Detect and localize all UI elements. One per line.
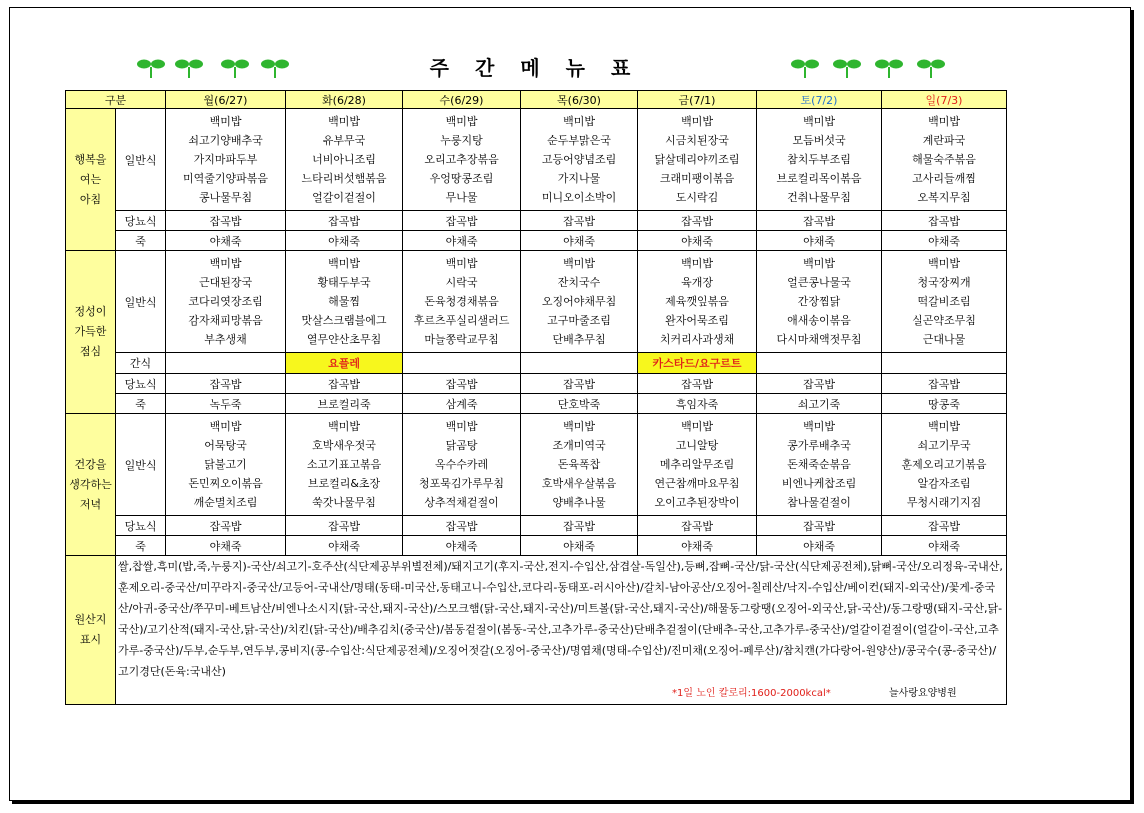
menu-item: 제육깻잎볶음 bbox=[665, 295, 729, 308]
menu-item: 백미밥 bbox=[803, 420, 835, 433]
menu-item: 메추리알무조림 bbox=[659, 458, 735, 471]
diabetic-cell: 잡곡밥 bbox=[757, 374, 882, 394]
menu-item: 백미밥 bbox=[209, 115, 242, 128]
sprout-icon bbox=[136, 56, 166, 78]
diabetic-cell: 잡곡밥 bbox=[166, 374, 286, 394]
menu-item: 애새송이볶음 bbox=[787, 314, 851, 327]
porridge-label: 죽 bbox=[116, 231, 166, 251]
general-diet-label: 일반식 bbox=[116, 414, 166, 516]
menu-item: 오징어야채무침 bbox=[541, 295, 617, 308]
lunch-diabetic-row bbox=[66, 374, 1007, 394]
dinner-general-row bbox=[66, 414, 1007, 516]
day-header: 월(6/27) bbox=[166, 91, 286, 109]
weekly-menu-table bbox=[65, 90, 1007, 705]
menu-item: 우엉땅콩조림 bbox=[429, 172, 494, 185]
sprout-icon bbox=[832, 56, 862, 78]
porridge-cell: 야채죽 bbox=[882, 536, 1007, 556]
menu-item: 맛살스크램블에그 bbox=[301, 314, 387, 327]
porridge-cell: 땅콩죽 bbox=[882, 394, 1007, 414]
menu-cell bbox=[882, 414, 1007, 516]
lunch-porridge-row bbox=[66, 394, 1007, 414]
menu-item: 백미밥 bbox=[928, 420, 960, 433]
porridge-cell: 야채죽 bbox=[757, 231, 882, 251]
menu-cell bbox=[638, 251, 757, 353]
menu-item: 순두부맑은국 bbox=[547, 134, 611, 147]
menu-item: 쇠고기무국 bbox=[917, 439, 971, 452]
diabetic-cell: 잡곡밥 bbox=[286, 211, 403, 231]
menu-item: 시락국 bbox=[445, 276, 478, 289]
menu-item: 간장찜닭 bbox=[797, 295, 841, 308]
menu-item: 브로컬리&초장 bbox=[307, 477, 381, 490]
porridge-cell: 야채죽 bbox=[403, 231, 521, 251]
title-char: 표 bbox=[610, 56, 631, 80]
menu-cell bbox=[286, 109, 403, 211]
menu-item: 잔치국수 bbox=[557, 276, 601, 289]
porridge-cell: 쇠고기죽 bbox=[757, 394, 882, 414]
menu-item: 돈민찌오이볶음 bbox=[188, 477, 263, 490]
diabetic-cell: 잡곡밥 bbox=[403, 374, 521, 394]
menu-item: 육개장 bbox=[681, 276, 713, 289]
menu-item: 열무얀산초무침 bbox=[306, 333, 382, 346]
porridge-cell: 삼계죽 bbox=[403, 394, 521, 414]
menu-item: 콩나물무침 bbox=[198, 191, 253, 204]
menu-item: 백미밥 bbox=[681, 257, 713, 270]
snack-cell bbox=[403, 353, 521, 374]
menu-item: 훈제오리고기볶음 bbox=[901, 458, 987, 471]
menu-item: 무나물 bbox=[445, 191, 478, 204]
menu-item: 백미밥 bbox=[328, 115, 360, 128]
menu-cell bbox=[403, 109, 521, 211]
menu-item: 돈육청경채볶음 bbox=[424, 295, 499, 308]
breakfast-general-row bbox=[66, 109, 1007, 211]
snack-cell bbox=[882, 353, 1007, 374]
porridge-cell: 야채죽 bbox=[882, 231, 1007, 251]
sprout-icon bbox=[260, 56, 290, 78]
menu-cell bbox=[286, 414, 403, 516]
menu-item: 깨순멸치조림 bbox=[193, 496, 258, 509]
menu-item: 유부무국 bbox=[322, 134, 366, 147]
menu-item: 청국장찌개 bbox=[917, 276, 971, 289]
header-row bbox=[66, 91, 1007, 109]
diabetic-cell: 잡곡밥 bbox=[882, 516, 1007, 536]
menu-item: 백미밥 bbox=[563, 420, 595, 433]
menu-item: 다시마채액젓무침 bbox=[776, 333, 862, 346]
snack-cell bbox=[166, 353, 286, 374]
menu-item: 느타리버섯햄볶음 bbox=[301, 172, 387, 185]
diabetic-label: 당뇨식 bbox=[116, 516, 166, 536]
general-diet-label: 일반식 bbox=[116, 251, 166, 353]
menu-item: 닭곰탕 bbox=[445, 439, 478, 452]
day-header: 토(7/2) bbox=[757, 91, 882, 109]
porridge-cell: 단호박죽 bbox=[521, 394, 638, 414]
menu-cell bbox=[757, 414, 882, 516]
menu-item: 치커리사과생채 bbox=[659, 333, 735, 346]
breakfast-label: 행복을 여는 아침 bbox=[66, 109, 116, 251]
menu-item: 호박새우살볶음 bbox=[541, 477, 617, 490]
day-header: 화(6/28) bbox=[286, 91, 403, 109]
menu-item: 백미밥 bbox=[445, 257, 478, 270]
diabetic-cell: 잡곡밥 bbox=[882, 211, 1007, 231]
snack-label: 간식 bbox=[116, 353, 166, 374]
menu-item: 백미밥 bbox=[445, 115, 478, 128]
menu-item: 백미밥 bbox=[803, 115, 835, 128]
menu-cell bbox=[166, 251, 286, 353]
menu-item: 도시락김 bbox=[675, 191, 719, 204]
menu-item: 닭살데리야끼조림 bbox=[654, 153, 740, 166]
sprout-icon bbox=[874, 56, 904, 78]
menu-item: 실곤약조무침 bbox=[912, 314, 976, 327]
title-char: 간 bbox=[475, 56, 495, 80]
title-char: 뉴 bbox=[565, 56, 585, 80]
sprout-icon bbox=[220, 56, 250, 78]
porridge-cell: 야채죽 bbox=[638, 536, 757, 556]
menu-item: 백미밥 bbox=[563, 115, 595, 128]
menu-item: 감자채피망볶음 bbox=[188, 314, 263, 327]
menu-item: 돈육폭찹 bbox=[557, 458, 601, 471]
menu-item: 코다리엿장조림 bbox=[188, 295, 263, 308]
menu-cell bbox=[286, 251, 403, 353]
menu-cell bbox=[521, 251, 638, 353]
menu-item: 백미밥 bbox=[328, 257, 360, 270]
origin-row bbox=[66, 556, 1007, 705]
menu-cell bbox=[403, 414, 521, 516]
menu-item: 해물찜 bbox=[328, 295, 360, 308]
snack-cell bbox=[757, 353, 882, 374]
snack-cell: 카스타드/요구르트 bbox=[638, 353, 757, 374]
porridge-cell: 야채죽 bbox=[286, 231, 403, 251]
menu-item: 고니알탕 bbox=[675, 439, 719, 452]
origin-footer bbox=[116, 682, 1006, 704]
menu-cell bbox=[521, 414, 638, 516]
menu-item: 근대나물 bbox=[922, 333, 966, 346]
diabetic-label: 당뇨식 bbox=[116, 374, 166, 394]
menu-item: 시금치된장국 bbox=[665, 134, 729, 147]
menu-item: 호박새우젓국 bbox=[312, 439, 376, 452]
diabetic-cell: 잡곡밥 bbox=[403, 211, 521, 231]
day-header: 일(7/3) bbox=[882, 91, 1007, 109]
menu-cell bbox=[638, 109, 757, 211]
menu-item: 콩가루배추국 bbox=[787, 439, 851, 452]
category-header: 구분 bbox=[66, 91, 166, 109]
diabetic-cell: 잡곡밥 bbox=[166, 211, 286, 231]
menu-item: 백미밥 bbox=[803, 257, 835, 270]
menu-item: 단배추무침 bbox=[552, 333, 606, 346]
menu-cell bbox=[403, 251, 521, 353]
menu-item: 백미밥 bbox=[681, 420, 713, 433]
menu-item: 비엔나케찹조림 bbox=[781, 477, 857, 490]
dinner-label: 건강을 생각하는 저녁 bbox=[66, 414, 116, 556]
menu-cell bbox=[166, 414, 286, 516]
menu-item: 고구마줄조림 bbox=[547, 314, 611, 327]
menu-cell bbox=[757, 109, 882, 211]
menu-item: 미니오이소박이 bbox=[541, 191, 617, 204]
sprout-icon bbox=[790, 56, 820, 78]
diabetic-cell: 잡곡밥 bbox=[521, 516, 638, 536]
menu-item: 얼갈이겉절이 bbox=[312, 191, 376, 204]
diabetic-cell: 잡곡밥 bbox=[166, 516, 286, 536]
lunch-snack-row bbox=[66, 353, 1007, 374]
menu-item: 쇠고기양배추국 bbox=[188, 134, 263, 147]
origin-cell bbox=[116, 556, 1007, 705]
menu-cell bbox=[638, 414, 757, 516]
menu-cell bbox=[757, 251, 882, 353]
menu-item: 부추생채 bbox=[204, 333, 247, 346]
menu-item: 고등어양념조림 bbox=[541, 153, 617, 166]
breakfast-diabetic-row bbox=[66, 211, 1007, 231]
menu-item: 백미밥 bbox=[445, 420, 478, 433]
porridge-cell: 야채죽 bbox=[757, 536, 882, 556]
menu-item: 참치두부조림 bbox=[787, 153, 851, 166]
title-char: 주 bbox=[429, 56, 449, 80]
menu-item: 백미밥 bbox=[928, 257, 960, 270]
menu-item: 해물숙주볶음 bbox=[912, 153, 976, 166]
menu-item: 어묵탕국 bbox=[204, 439, 247, 452]
porridge-cell: 브로컬리죽 bbox=[286, 394, 403, 414]
diabetic-cell: 잡곡밥 bbox=[521, 374, 638, 394]
hospital-name: 늘사랑요양병원 bbox=[889, 688, 957, 699]
menu-cell bbox=[166, 109, 286, 211]
menu-item: 완자어묵조림 bbox=[665, 314, 729, 327]
general-diet-label: 일반식 bbox=[116, 109, 166, 211]
menu-item: 참나물겉절이 bbox=[787, 496, 851, 509]
menu-item: 황태두부국 bbox=[317, 276, 371, 289]
menu-item: 백미밥 bbox=[328, 420, 360, 433]
porridge-cell: 야채죽 bbox=[521, 231, 638, 251]
menu-item: 돈채죽순볶음 bbox=[787, 458, 851, 471]
dinner-diabetic-row bbox=[66, 516, 1007, 536]
snack-cell bbox=[521, 353, 638, 374]
porridge-cell: 야채죽 bbox=[286, 536, 403, 556]
menu-cell bbox=[882, 109, 1007, 211]
menu-item: 쑥갓나물무침 bbox=[312, 496, 376, 509]
menu-item: 얼큰콩나물국 bbox=[787, 276, 851, 289]
diabetic-cell: 잡곡밥 bbox=[638, 516, 757, 536]
diabetic-cell: 잡곡밥 bbox=[757, 516, 882, 536]
sprout-icon bbox=[174, 56, 204, 78]
day-header: 금(7/1) bbox=[638, 91, 757, 109]
menu-item: 누룽지탕 bbox=[440, 134, 483, 147]
menu-item: 소고기표고볶음 bbox=[306, 458, 382, 471]
porridge-cell: 야채죽 bbox=[521, 536, 638, 556]
menu-item: 계란파국 bbox=[922, 134, 966, 147]
breakfast-porridge-row bbox=[66, 231, 1007, 251]
day-header: 수(6/29) bbox=[403, 91, 521, 109]
menu-item: 옥수수카레 bbox=[434, 458, 489, 471]
diabetic-cell: 잡곡밥 bbox=[638, 374, 757, 394]
menu-item: 마늘쫑락교무침 bbox=[424, 333, 499, 346]
diabetic-cell: 잡곡밥 bbox=[638, 211, 757, 231]
menu-item: 오복지무침 bbox=[917, 191, 971, 204]
menu-item: 크래미팽이볶음 bbox=[659, 172, 735, 185]
origin-label: 원산지 표시 bbox=[66, 556, 116, 705]
title-char: 메 bbox=[520, 56, 540, 80]
menu-item: 상추적채겉절이 bbox=[424, 496, 499, 509]
menu-item: 청포묵김가루무침 bbox=[419, 477, 505, 490]
menu-item: 연근참깨마요무침 bbox=[654, 477, 740, 490]
diabetic-cell: 잡곡밥 bbox=[521, 211, 638, 231]
menu-item: 고사리들깨찜 bbox=[912, 172, 976, 185]
menu-item: 떡갈비조림 bbox=[917, 295, 971, 308]
menu-item: 백미밥 bbox=[563, 257, 595, 270]
menu-item: 너비아니조림 bbox=[312, 153, 376, 166]
porridge-cell: 야채죽 bbox=[166, 536, 286, 556]
porridge-label: 죽 bbox=[116, 536, 166, 556]
menu-item: 백미밥 bbox=[209, 257, 242, 270]
porridge-cell: 야채죽 bbox=[638, 231, 757, 251]
porridge-cell: 야채죽 bbox=[166, 231, 286, 251]
menu-cell bbox=[882, 251, 1007, 353]
diabetic-cell: 잡곡밥 bbox=[286, 516, 403, 536]
menu-item: 무청시래기지짐 bbox=[906, 496, 982, 509]
diabetic-label: 당뇨식 bbox=[116, 211, 166, 231]
menu-item: 오이고추된장박이 bbox=[654, 496, 740, 509]
menu-item: 가지마파두부 bbox=[193, 153, 258, 166]
porridge-cell: 녹두죽 bbox=[166, 394, 286, 414]
diabetic-cell: 잡곡밥 bbox=[403, 516, 521, 536]
origin-text: 쌀,찹쌀,흑미(밥,죽,누룽지)-국산/쇠고기-호주산(식단제공부위별전체)/돼지고기(후지-국산,전지-수입산,삼겹살-독일산),등뼈,잡뼈-국산/닭-국산(식단제공전체),닭뼈-국산/오리정육-국내산,훈제오리-중국산/미꾸라지-중국산/고등어-국내산/명태(동태-미국산,동태고니-수입산,코다리-동태포-러시아산)/갈치-남아공산/오징어-칠레산/낙지-수입산/베이컨(돼지-외국산)/꽃게-중국산/아귀-중국산/쭈꾸미-베트남산/비엔나소시지(닭-국산,돼지-국산)/스모크햄(닭-국산,돼지-국산)/미트볼(닭-국산,돼지-국산)/해물동그랑땡(오징어-외국산,닭-국산)/동그랑땡(돼지-국산,닭-국산)/고기산적(돼지-국산,닭-국산)/치킨(닭-국산)/배추김치(중국산)/봄동겉절이(봄동-국산,고추가루-중국산)단배추겉절이(단배추-국산,고추가루-중국산)/얼갈이겉절이(얼갈이-국산,고추가루-중국산)/두부,순두부,연두부,콩비지(콩-수입산:식단제공전체)/오징어젓갈(오징어-중국산)/명엽채(명태-수입산)/진미채(오징어-페루산)/참치캔(가다랑어-원양산)/콩국수(콩-중국산)/고기경단(돈육:국내산) bbox=[118, 560, 1003, 678]
page-title bbox=[400, 52, 660, 81]
menu-item: 오리고추장볶음 bbox=[424, 153, 499, 166]
porridge-label: 죽 bbox=[116, 394, 166, 414]
day-header: 목(6/30) bbox=[521, 91, 638, 109]
menu-cell bbox=[521, 109, 638, 211]
lunch-label: 정성이 가득한 점심 bbox=[66, 251, 116, 414]
menu-item: 알감자조림 bbox=[917, 477, 971, 490]
menu-item: 가지나물 bbox=[557, 172, 601, 185]
diabetic-cell: 잡곡밥 bbox=[882, 374, 1007, 394]
calorie-note: *1일 노인 칼로리:1600-2000kcal* bbox=[672, 688, 831, 699]
sprout-icon bbox=[916, 56, 946, 78]
menu-item: 닭불고기 bbox=[204, 458, 247, 471]
menu-item: 백미밥 bbox=[928, 115, 960, 128]
menu-item: 후르츠푸실리샐러드 bbox=[413, 314, 510, 327]
menu-item: 근대된장국 bbox=[198, 276, 253, 289]
snack-cell: 요플레 bbox=[286, 353, 403, 374]
menu-item: 조개미역국 bbox=[552, 439, 606, 452]
diabetic-cell: 잡곡밥 bbox=[286, 374, 403, 394]
menu-item: 건취나물무침 bbox=[787, 191, 851, 204]
dinner-porridge-row bbox=[66, 536, 1007, 556]
menu-item: 모듬버섯국 bbox=[792, 134, 846, 147]
lunch-general-row bbox=[66, 251, 1007, 353]
menu-item: 미역줄기양파볶음 bbox=[183, 172, 269, 185]
menu-item: 백미밥 bbox=[209, 420, 242, 433]
porridge-cell: 흑임자죽 bbox=[638, 394, 757, 414]
menu-item: 양배추나물 bbox=[552, 496, 606, 509]
diabetic-cell: 잡곡밥 bbox=[757, 211, 882, 231]
menu-item: 백미밥 bbox=[681, 115, 713, 128]
porridge-cell: 야채죽 bbox=[403, 536, 521, 556]
menu-item: 브로컬리목이볶음 bbox=[776, 172, 862, 185]
